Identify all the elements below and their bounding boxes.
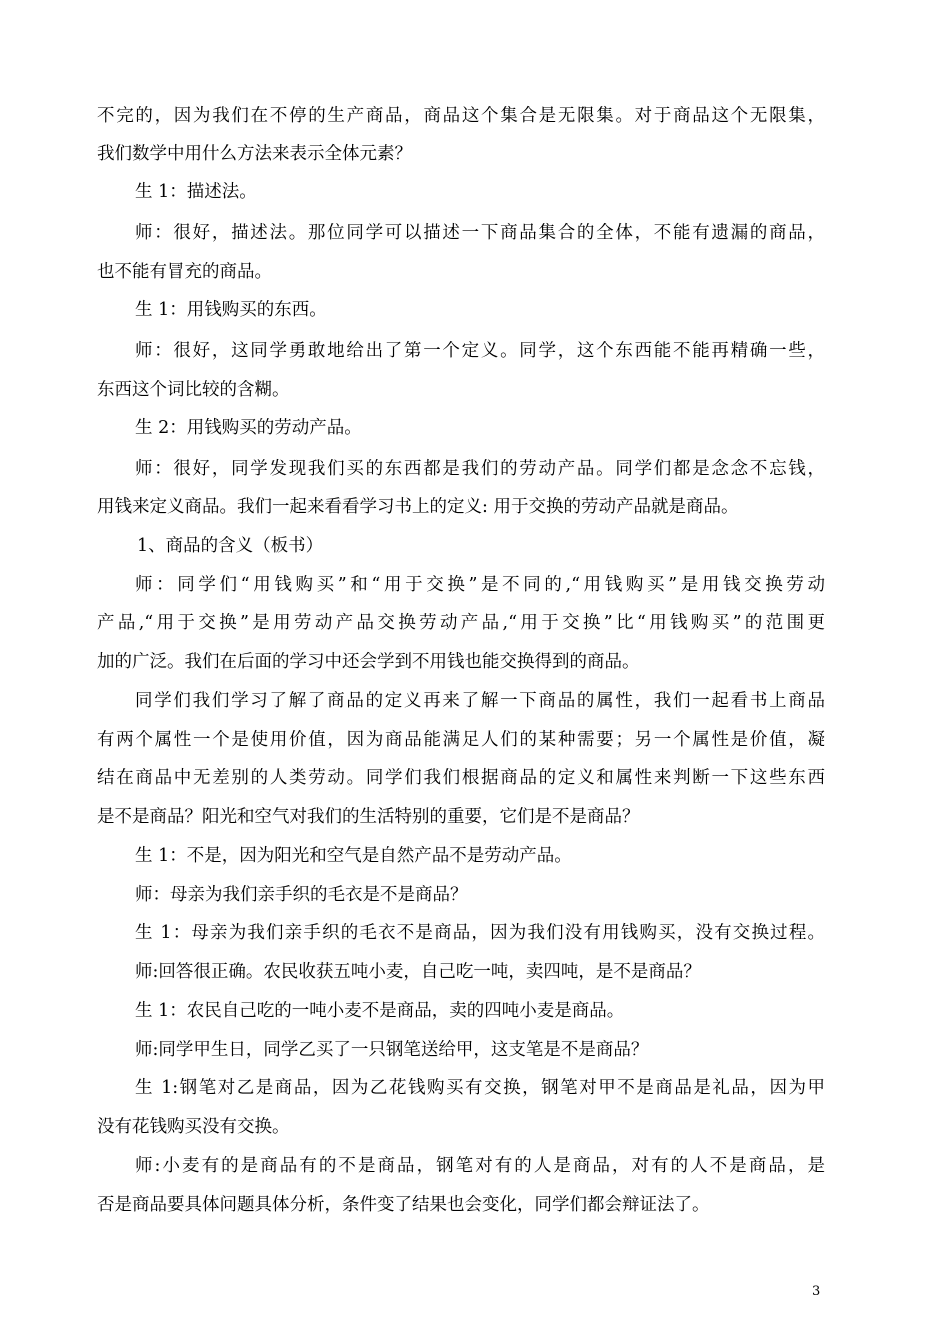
text-line: 师：很好，这同学勇敢地给出了第一个定义。同学，这个东西能不能再精确一些， xyxy=(135,341,825,361)
text-line: 师:同学甲生日，同学乙买了一只钢笔送给甲，这支笔是不是商品？ xyxy=(135,1040,649,1060)
text-line: 没有花钱购买没有交换。 xyxy=(97,1117,290,1137)
text-line: 师:回答很正确。农民收获五吨小麦，自己吃一吨，卖四吨，是不是商品？ xyxy=(135,962,701,982)
text-line: 生 1：母亲为我们亲手织的毛衣不是商品，因为我们没有用钱购买，没有交换过程。 xyxy=(135,923,825,943)
text-line: 加的广泛。我们在后面的学习中还会学到不用钱也能交换得到的商品。 xyxy=(97,652,640,672)
text-line: 结在商品中无差别的人类劳动。同学们我们根据商品的定义和属性来判断一下这些东西 xyxy=(97,768,825,788)
text-line: 也不能有冒充的商品。 xyxy=(97,262,272,282)
section-heading: 1、商品的含义（板书） xyxy=(137,536,324,556)
text-line: 生 1:钢笔对乙是商品，因为乙花钱购买有交换，钢笔对甲不是商品是礼品，因为甲 xyxy=(135,1078,825,1098)
text-line: 同学们我们学习了解了商品的定义再来了解一下商品的属性，我们一起看书上商品 xyxy=(135,691,825,711)
text-line: 生 1：农民自己吃的一吨小麦不是商品，卖的四吨小麦是商品。 xyxy=(135,1001,625,1021)
text-line: 东西这个词比较的含糊。 xyxy=(97,380,290,400)
text-line: 师：同学们“用钱购买”和“用于交换”是不同的,“用钱购买”是用钱交换劳动 xyxy=(135,575,825,595)
text-line: 产品,“用于交换”是用劳动产品交换劳动产品,“用于交换”比“用钱购买”的范围更 xyxy=(97,613,825,633)
text-line: 我们数学中用什么方法来表示全体元素？ xyxy=(97,144,412,164)
page-number: 3 xyxy=(812,1284,821,1299)
text-line: 有两个属性一个是使用价值，因为商品能满足人们的某种需要；另一个属性是价值，凝 xyxy=(97,730,825,750)
text-line: 师：很好，同学发现我们买的东西都是我们的劳动产品。同学们都是念念不忘钱， xyxy=(135,459,825,479)
text-line: 用钱来定义商品。我们一起来看看学习书上的定义: 用于交换的劳动产品就是商品。 xyxy=(97,497,739,517)
text-line: 不完的，因为我们在不停的生产商品，商品这个集合是无限集。对于商品这个无限集， xyxy=(97,106,825,126)
text-line: 否是商品要具体问题具体分析，条件变了结果也会变化，同学们都会辩证法了。 xyxy=(97,1195,710,1215)
text-line: 生 1：用钱购买的东西。 xyxy=(135,300,327,320)
text-line: 师：很好，描述法。那位同学可以描述一下商品集合的全体，不能有遗漏的商品， xyxy=(135,223,825,243)
text-line: 生 1：描述法。 xyxy=(135,182,257,202)
text-line: 生 2：用钱购买的劳动产品。 xyxy=(135,418,362,438)
text-line: 师:小麦有的是商品有的不是商品，钢笔对有的人是商品，对有的人不是商品，是 xyxy=(135,1156,825,1176)
text-line: 是不是商品？阳光和空气对我们的生活特别的重要，它们是不是商品？ xyxy=(97,807,640,827)
text-line: 生 1：不是，因为阳光和空气是自然产品不是劳动产品。 xyxy=(135,846,572,866)
text-line: 师：母亲为我们亲手织的毛衣是不是商品？ xyxy=(135,885,468,905)
